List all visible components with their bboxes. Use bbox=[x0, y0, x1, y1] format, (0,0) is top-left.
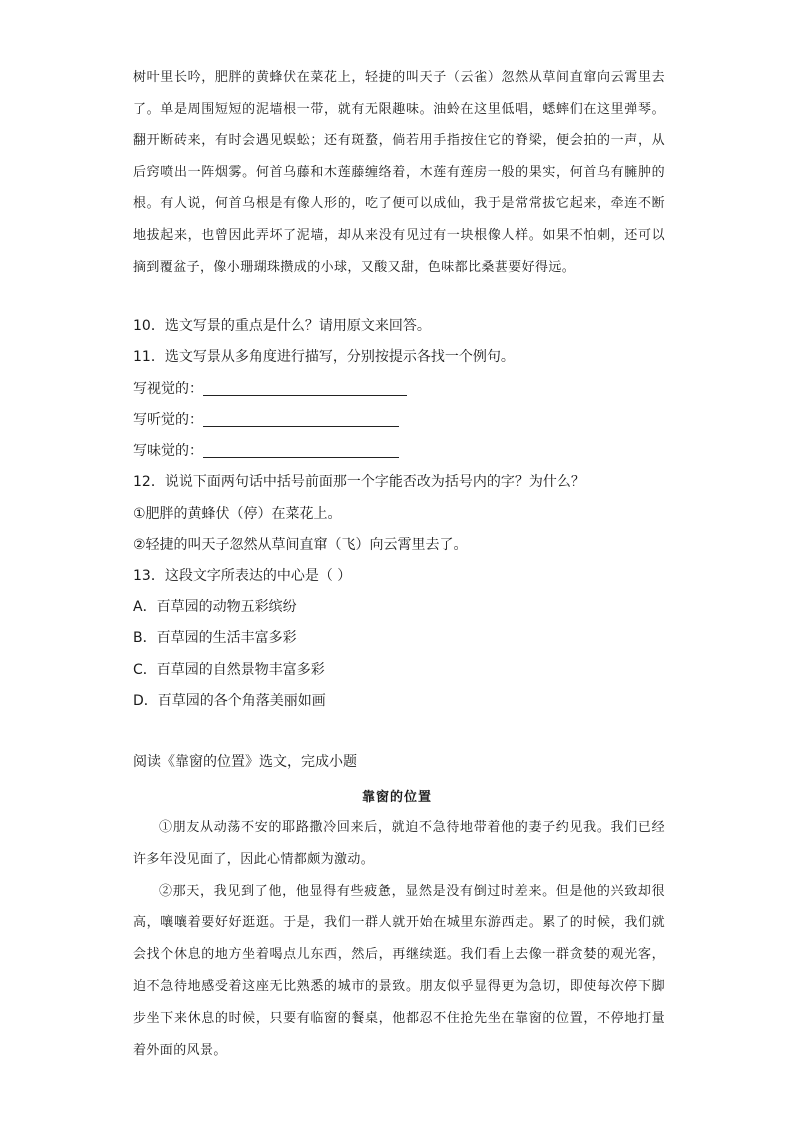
question-12-sentence-2: ②轻捷的叫天子忽然从草间直窜（飞）向云霄里去了。 bbox=[133, 537, 468, 553]
question-10: 10．选文写景的重点是什么？请用原文来回答。 bbox=[133, 318, 431, 334]
passage-text: 树叶里长吟，肥胖的黄蜂伏在菜花上，轻捷的叫天子（云雀）忽然从草间直窜向云霄里去了。单是周围短短的泥墙根一带，就有无限趣味。油蛉在这里低唱，蟋蟀们在这里弹琴。翻开断砖来，有时会遇见蜈蚣；还有斑蝥，倘若用手指按住它的脊梁，便会拍的一声，从后窍喷出一阵烟雾。何首乌藤和木莲藤缠络着，木莲有莲房一般的果实，何首乌有臃肿的根。有人说，何首乌根是有像人形的，吃了便可以成仙，我于是常常拔它起来，牵连不断地拔起来，也曾因此弄坏了泥墙，却从来没有见过有一块根像人样。如果不怕刺，还可以摘到覆盆子，像小珊瑚珠攒成的小球，又酸又甜，色味都比桑葚要好得远。 bbox=[133, 70, 665, 275]
reading-intro: 阅读《靠窗的位置》选文，完成小题 bbox=[133, 754, 357, 770]
option-d[interactable]: D．百草园的各个角落美丽如画 bbox=[133, 693, 326, 709]
question-11: 11．选文写景从多角度进行描写，分别按提示各找一个例句。 bbox=[133, 349, 515, 365]
visual-answer-blank[interactable] bbox=[203, 381, 407, 396]
answer-row-taste bbox=[133, 441, 399, 461]
question-13: 13．这段文字所表达的中心是（ ） bbox=[133, 568, 352, 584]
article-paragraph-1: ①朋友从动荡不安的耶路撒冷回来后，就迫不急待地带着他的妻子约见我。我们已经许多年没见面了，因此心情都颇为激动。 bbox=[133, 820, 665, 867]
answer-row-visual bbox=[133, 379, 407, 399]
article-paragraph-2: ②那天，我见到了他，他显得有些疲惫，显然是没有倒过时差来。但是他的兴致却很高，嚷嚷着要好好逛逛。于是，我们一群人就开始在城里东游西走。累了的时候，我们就会找个休息的地方坐着喝点儿东西，然后，再继续逛。我们看上去像一群贪婪的观光客，迫不急待地感受着这座无比熟悉的城市的景致。朋友似乎显得更为急切，即使每次停下脚步坐下来休息的时候，只要有临窗的餐桌，他都忍不住抢先坐在靠窗的位置，不停地打量着外面的风景。 bbox=[133, 883, 665, 1058]
article-title: 靠窗的位置 bbox=[361, 790, 432, 805]
question-12: 12．说说下面两句话中括号前面那一个字能否改为括号内的字？为什么？ bbox=[133, 474, 585, 490]
taste-answer-blank[interactable] bbox=[203, 443, 399, 458]
question-12-sentence-1: ①肥胖的黄蜂伏（停）在菜花上。 bbox=[133, 506, 342, 522]
visual-label: 写视觉的： bbox=[133, 381, 203, 397]
hearing-answer-blank[interactable] bbox=[203, 412, 399, 427]
option-a[interactable]: A．百草园的动物五彩缤纷 bbox=[133, 599, 297, 615]
option-c[interactable]: C．百草园的自然景物丰富多彩 bbox=[133, 662, 325, 678]
answer-row-hearing bbox=[133, 410, 399, 430]
hearing-label: 写听觉的： bbox=[133, 412, 203, 428]
article-body bbox=[133, 812, 665, 1066]
option-b[interactable]: B．百草园的生活丰富多彩 bbox=[133, 630, 297, 646]
taste-label: 写味觉的： bbox=[133, 443, 203, 459]
